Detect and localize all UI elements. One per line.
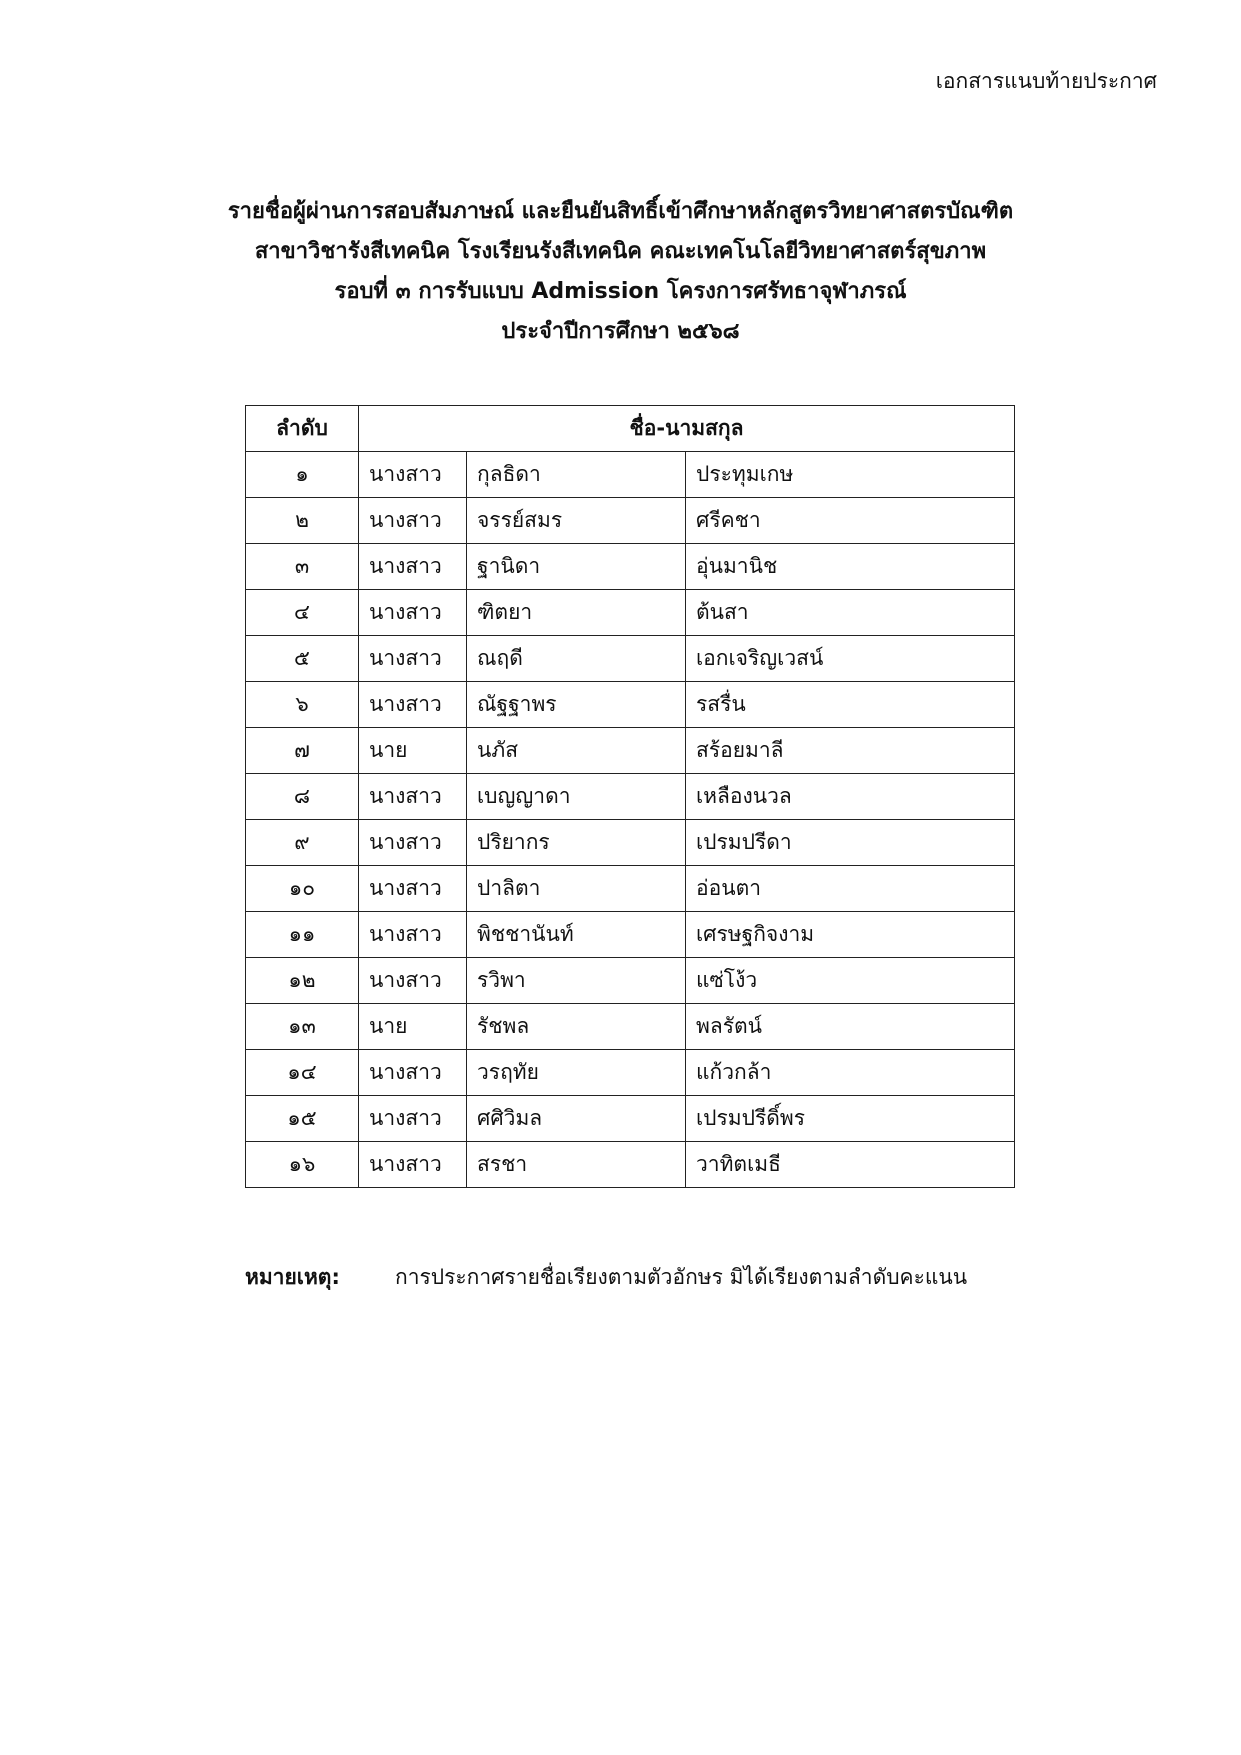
last-name: สร้อยมาลี	[686, 728, 1015, 774]
first-name: กุลธิดา	[467, 452, 686, 498]
first-name: เบญญาดา	[467, 774, 686, 820]
last-name: เปรมปรีดา	[686, 820, 1015, 866]
first-name: ณัฐฐาพร	[467, 682, 686, 728]
name-prefix: นางสาว	[359, 590, 467, 636]
last-name: เศรษฐกิจงาม	[686, 912, 1015, 958]
table-row	[246, 958, 1015, 1004]
first-name: ฑิตยา	[467, 590, 686, 636]
row-number: ๔	[246, 590, 359, 636]
last-name: พลรัตน์	[686, 1004, 1015, 1050]
table-row	[246, 498, 1015, 544]
name-prefix: นาย	[359, 1004, 467, 1050]
table-row	[246, 636, 1015, 682]
first-name: สรชา	[467, 1142, 686, 1188]
last-name: ศรีคชา	[686, 498, 1015, 544]
row-number: ๑๕	[246, 1096, 359, 1142]
header-full-name: ชื่อ-นามสกุล	[359, 406, 1015, 452]
last-name: เปรมปรีดิ์พร	[686, 1096, 1015, 1142]
row-number: ๑	[246, 452, 359, 498]
first-name: จรรย์สมร	[467, 498, 686, 544]
row-number: ๒	[246, 498, 359, 544]
title-line-3: รอบที่ ๓ การรับแบบ Admission โครงการศรัทธาจุฬาภรณ์	[334, 279, 907, 304]
table-row	[246, 912, 1015, 958]
first-name: ปาลิตา	[467, 866, 686, 912]
name-prefix: นางสาว	[359, 1142, 467, 1188]
table-row	[246, 682, 1015, 728]
table-row	[246, 866, 1015, 912]
last-name: เอกเจริญเวสน์	[686, 636, 1015, 682]
first-name: นภัส	[467, 728, 686, 774]
name-prefix: นางสาว	[359, 1050, 467, 1096]
row-number: ๑๒	[246, 958, 359, 1004]
last-name: รสรื่น	[686, 682, 1015, 728]
last-name: อ่อนตา	[686, 866, 1015, 912]
remark-label: หมายเหตุ:	[245, 1265, 340, 1289]
last-name: เหลืองนวล	[686, 774, 1015, 820]
row-number: ๑๐	[246, 866, 359, 912]
header-number: ลำดับ	[246, 406, 359, 452]
name-prefix: นางสาว	[359, 912, 467, 958]
row-number: ๓	[246, 544, 359, 590]
name-prefix: นางสาว	[359, 682, 467, 728]
last-name: แก้วกล้า	[686, 1050, 1015, 1096]
table-body	[246, 452, 1015, 1188]
first-name: พิชชานันท์	[467, 912, 686, 958]
name-prefix: นางสาว	[359, 1096, 467, 1142]
name-prefix: นางสาว	[359, 636, 467, 682]
name-prefix: นางสาว	[359, 866, 467, 912]
applicant-table	[245, 405, 1015, 1188]
table-row	[246, 1004, 1015, 1050]
title-line-4: ประจำปีการศึกษา ๒๕๖๘	[501, 319, 740, 344]
table-row	[246, 452, 1015, 498]
remark	[245, 1262, 1014, 1292]
first-name: ปริยากร	[467, 820, 686, 866]
row-number: ๑๑	[246, 912, 359, 958]
announcement-title	[0, 192, 1241, 352]
name-prefix: นางสาว	[359, 958, 467, 1004]
row-number: ๙	[246, 820, 359, 866]
last-name: ต้นสา	[686, 590, 1015, 636]
table-header-row	[246, 406, 1015, 452]
name-prefix: นางสาว	[359, 498, 467, 544]
table-row	[246, 1142, 1015, 1188]
name-prefix: นางสาว	[359, 452, 467, 498]
name-prefix: นาย	[359, 728, 467, 774]
table-row	[246, 820, 1015, 866]
row-number: ๑๔	[246, 1050, 359, 1096]
first-name: รวิพา	[467, 958, 686, 1004]
title-line-1: รายชื่อผู้ผ่านการสอบสัมภาษณ์ และยืนยันสิทธิ์เข้าศึกษาหลักสูตรวิทยาศาสตรบัณฑิต	[227, 199, 1014, 224]
annex-label: เอกสารแนบท้ายประกาศ	[935, 69, 1157, 93]
last-name: อุ่นมานิช	[686, 544, 1015, 590]
table-row	[246, 1050, 1015, 1096]
remark-text: การประกาศรายชื่อเรียงตามตัวอักษร มิได้เรียงตามลำดับคะแนน	[395, 1265, 968, 1289]
first-name: ณฤดี	[467, 636, 686, 682]
name-prefix: นางสาว	[359, 544, 467, 590]
name-prefix: นางสาว	[359, 820, 467, 866]
row-number: ๑๖	[246, 1142, 359, 1188]
row-number: ๕	[246, 636, 359, 682]
last-name: ประทุมเกษ	[686, 452, 1015, 498]
row-number: ๑๓	[246, 1004, 359, 1050]
last-name: วาทิตเมธี	[686, 1142, 1015, 1188]
row-number: ๘	[246, 774, 359, 820]
table-row	[246, 728, 1015, 774]
row-number: ๗	[246, 728, 359, 774]
first-name: ศศิวิมล	[467, 1096, 686, 1142]
table-row	[246, 590, 1015, 636]
table-row	[246, 1096, 1015, 1142]
title-line-2: สาขาวิชารังสีเทคนิค โรงเรียนรังสีเทคนิค คณะเทคโนโลยีวิทยาศาสตร์สุขภาพ	[254, 239, 987, 264]
name-prefix: นางสาว	[359, 774, 467, 820]
table-row	[246, 774, 1015, 820]
first-name: วรฤทัย	[467, 1050, 686, 1096]
first-name: ฐานิดา	[467, 544, 686, 590]
table-row	[246, 544, 1015, 590]
first-name: รัชพล	[467, 1004, 686, 1050]
row-number: ๖	[246, 682, 359, 728]
last-name: แซ่โง้ว	[686, 958, 1015, 1004]
